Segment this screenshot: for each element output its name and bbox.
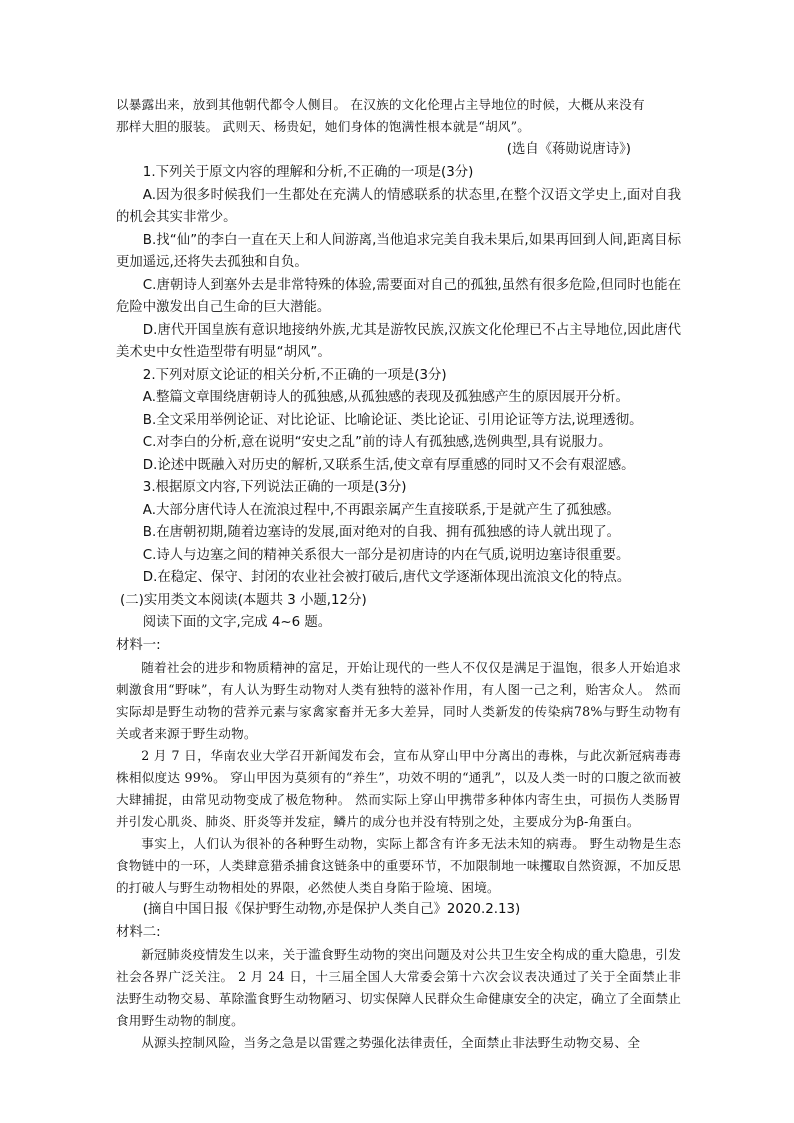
intro-line: 那样大胆的服装。 武则天、杨贵妃，她们身体的饱满性根本就是“胡风”。 xyxy=(116,119,531,134)
intro-block xyxy=(116,94,681,138)
material-paragraph: 2 月 7 日，华南农业大学召开新闻发布会，宣布从穿山甲中分离出的毒株，与此次新冠病毒毒株相似度达 99%。 穿山甲因为莫须有的“养生”，功效不明的“通乳”，以及人类一时的口腹之欲而被大肆捕捉，由常见动物变成了极危物种。 然而实际上穿山甲携带多种体内寄生虫，可损伤人类肠胃并引发心肌炎、肺炎、肝炎等并发症，鳞片的成分也并没有特别之处，主要成分为β-角蛋白。 xyxy=(116,748,681,829)
option-a: A.因为很多时候我们一生都处在充满人的情感联系的状态里,在整个汉语文学史上,面对自我的机会其实非常少。 xyxy=(116,187,681,225)
material-1-body xyxy=(116,657,681,899)
document-page xyxy=(116,94,681,1054)
material-paragraph: 新冠肺炎疫情发生以来，关于滥食野生动物的突出问题及对公共卫生安全构成的重大隐患，引发社会各界广泛关注。 2 月 24 日，十三届全国人大常委会第十六次会议表决通过了关于全面禁止非法野生动物交易、革除滥食野生动物陋习、切实保障人民群众生命健康安全的决定，确立了全面禁止食用野生动物的制度。 xyxy=(116,947,681,1028)
option-a: A.大部分唐代诗人在流浪过程中,不再跟亲属产生直接联系,于是就产生了孤独感。 xyxy=(142,502,620,518)
option-d: D.在稳定、保守、封闭的农业社会被打破后,唐代文学逐渐体现出流浪文化的特点。 xyxy=(142,570,631,585)
option-c: C.唐朝诗人到塞外去是非常特殊的体验,需要面对自己的孤独,虽然有很多危险,但同时也能在危险中激发出自己生命的巨大潜能。 xyxy=(116,277,681,315)
option-b: B.全文采用举例论证、对比论证、比喻论证、类比论证、引用论证等方法,说理透彻。 xyxy=(142,412,643,428)
option-c: C.对李白的分析,意在说明“安史之乱”前的诗人有孤独感,选例典型,具有说服力。 xyxy=(142,435,612,450)
question-stem: 1.下列关于原文内容的理解和分析,不正确的一项是(3分) xyxy=(142,165,474,180)
material-paragraph: 事实上，人们认为很补的各种野生动物，实际上都含有许多无法未知的病毒。 野生动物是生态食物链中的一环，人类肆意猎杀捕食这链条中的重要环节，不加限制地一味攫取自然资源，不加反思的打破人与野生动物相处的界限，必然使人类自身陷于险境、困境。 xyxy=(116,836,681,895)
section-2-header xyxy=(116,590,681,635)
option-d: D.唐代开国皇族有意识地接纳外族,尤其是游牧民族,汉族文化伦理已不占主导地位,因此唐代美术史中女性造型带有明显“胡风”。 xyxy=(116,322,681,360)
question-stem: 2.下列对原文论证的相关分析,不正确的一项是(3分) xyxy=(142,367,447,383)
section-instruction: 阅读下面的文字,完成 4~6 题。 xyxy=(142,615,332,630)
material-1-source: (摘自中国日报《保护野生动物,亦是保护人类自己》2020.2.13) xyxy=(142,902,521,917)
option-a: A.整篇文章围绕唐朝诗人的孤独感,从孤独感的表现及孤独感产生的原因展开分析。 xyxy=(142,390,629,405)
option-d: D.论述中既融入对历史的解析,又联系生活,使文章有厚重感的同时又不会有艰涩感。 xyxy=(142,457,635,473)
question-3 xyxy=(116,477,681,590)
intro-line: 以暴露出来，放到其他朝代都令人侧目。 在汉族的文化伦理占主导地位的时候，大概从来没有 xyxy=(116,97,645,112)
section-heading: (二)实用类文本阅读(本题共 3 小题,12分) xyxy=(120,592,367,608)
material-2-body xyxy=(116,944,681,1054)
question-2 xyxy=(116,365,681,478)
material-paragraph: 随着社会的进步和物质精神的富足，开始让现代的一些人不仅仅是满足于温饱，很多人开始追求刺激食用“野味”，有人认为野生动物对人类有独特的滋补作用，有人图一己之利，贻害众人。 然而实际却是野生动物的营养元素与家禽家畜并无多大差异，同时人类新发的传染病78%与野生动物有关或者来源于野生动物。 xyxy=(116,660,681,741)
material-2-label: 材料二: xyxy=(116,924,161,940)
option-b: B.找“仙”的李白一直在天上和人间游离,当他追求完美自我未果后,如果再回到人间,距离目标更加遥远,还将失去孤独和自负。 xyxy=(116,232,681,270)
question-1 xyxy=(116,162,681,365)
question-stem: 3.根据原文内容,下列说法正确的一项是(3分) xyxy=(142,480,407,495)
option-c: C.诗人与边塞之间的精神关系很大一部分是初唐诗的内在气质,说明边塞诗很重要。 xyxy=(142,547,630,563)
material-1-label: 材料一: xyxy=(116,637,161,653)
option-b: B.在唐朝初期,随着边塞诗的发展,面对绝对的自我、拥有孤独感的诗人就出现了。 xyxy=(142,525,621,540)
material-paragraph: 从源头控制风险，当务之急是以雷霆之势强化法律责任，全面禁止非法野生动物交易、全 xyxy=(141,1035,641,1050)
intro-source: (选自《蒋勋说唐诗》) xyxy=(506,142,631,157)
